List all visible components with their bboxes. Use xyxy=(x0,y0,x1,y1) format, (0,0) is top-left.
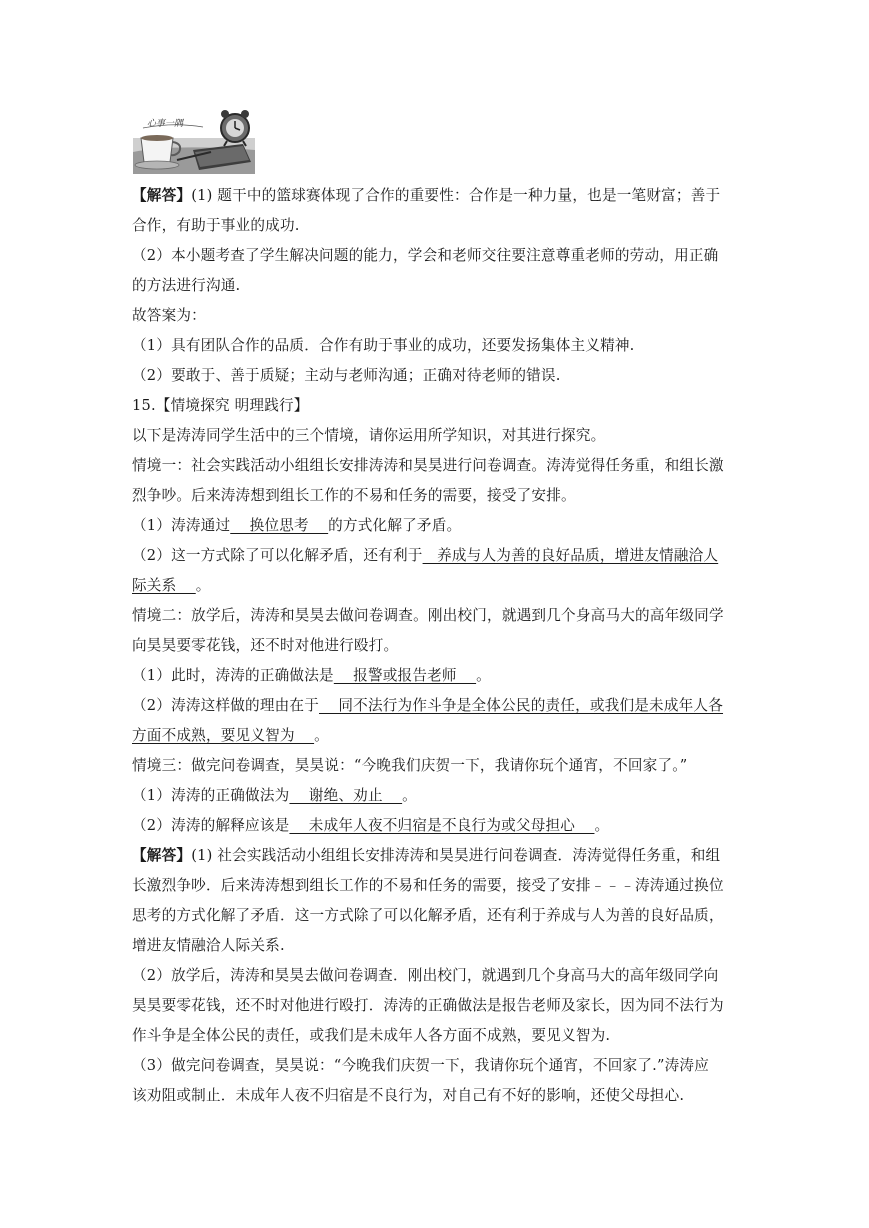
scenario-3-line-1: 情境三：做完问卷调查，昊昊说：“今晚我们庆贺一下，我请你玩个通宵，不回家了。” xyxy=(132,757,688,774)
question-text: 。 xyxy=(195,577,211,594)
conclusion-2: （2）要敢于、善于质疑；主动与老师沟通；正确对待老师的错误. xyxy=(132,367,561,384)
scenario-2-question-1 xyxy=(132,666,742,686)
question-15-intro: 以下是涛涛同学生活中的三个情境，请你运用所学知识，对其进行探究。 xyxy=(132,427,606,444)
scenario-2-question-2 xyxy=(132,696,742,716)
filled-answer: 谢绝、劝止 xyxy=(289,787,403,804)
scenario-2-line-2: 向昊昊要零花钱，还不时对他进行殴打。 xyxy=(132,637,399,654)
answer-1-line-2: 合作，有助于事业的成功. xyxy=(132,217,300,234)
answer-2-line-2: 长激烈争吵．后来涛涛想到组长工作的不易和任务的需要，接受了安排﹣﹣﹣涛涛通过换位 xyxy=(132,877,724,894)
answer-tag: 【解答】 xyxy=(132,187,192,204)
conclusion-1: （1）具有团队合作的品质．合作有助于事业的成功，还要发扬集体主义精神. xyxy=(132,337,635,354)
question-text: 的方式化解了矛盾。 xyxy=(328,517,462,534)
answer-2-line-1 xyxy=(132,846,742,866)
answer-2-line-3: 思考的方式化解了矛盾．这一方式除了可以化解矛盾，还有利于养成与人为善的良好品质， xyxy=(132,907,724,924)
filled-answer: 报警或报告老师 xyxy=(333,667,477,684)
scenario-1-line-1: 情境一：社会实践活动小组组长安排涛涛和昊昊进行问卷调查。涛涛觉得任务重，和组长激 xyxy=(132,457,724,474)
filled-answer: 未成年人夜不归宿是不良行为或父母担心 xyxy=(289,817,595,834)
conclusion-label: 故答案为： xyxy=(132,307,206,324)
filled-answer: 方面不成熟，要见义智为 xyxy=(132,727,315,744)
answer-text: (1) 题干中的篮球赛体现了合作的重要性：合作是一种力量，也是一笔财富；善于 xyxy=(191,187,721,204)
scenario-2-line-1: 情境二：放学后，涛涛和昊昊去做问卷调查。刚出校门，就遇到几个身高马大的高年级同学 xyxy=(132,607,724,624)
question-text: （2）涛涛这样做的理由在于 xyxy=(132,697,320,714)
scenario-1-question-1 xyxy=(132,516,742,536)
question-text: （2）涛涛的解释应该是 xyxy=(132,817,290,834)
illustration-caption: 心事一隅 xyxy=(147,119,184,129)
answer-text: (1) 社会实践活动小组组长安排涛涛和昊昊进行问卷调查．涛涛觉得任务重，和组 xyxy=(191,847,721,864)
scenario-3-question-2 xyxy=(132,816,742,836)
filled-answer: 养成与人为善的良好品质，增进友情融洽人 xyxy=(422,547,719,564)
question-text: 。 xyxy=(314,727,329,744)
answer-1-line-1 xyxy=(132,186,742,206)
question-text: 。 xyxy=(594,817,610,834)
question-text: 。 xyxy=(402,787,417,804)
question-text: 。 xyxy=(476,667,491,684)
filled-answer: 换位思考 xyxy=(230,517,329,534)
scenario-3-question-1 xyxy=(132,786,742,806)
scenario-1-question-2-cont xyxy=(132,576,742,596)
answer-1-line-3: （2）本小题考查了学生解决问题的能力，学会和老师交往要注意尊重老师的劳动，用正确 xyxy=(132,247,719,264)
scenario-2-question-2-cont xyxy=(132,726,742,746)
question-15-title: 15.【情境探究 明理践行】 xyxy=(132,397,309,414)
answer-tag: 【解答】 xyxy=(132,847,192,864)
answer-2-line-4: 增进友情融洽人际关系. xyxy=(132,937,285,954)
question-text: （1）此时，涛涛的正确做法是 xyxy=(132,667,334,684)
answer-1-line-4: 的方法进行沟通. xyxy=(132,277,241,294)
answer-2-line-9: 该劝阻或制止．未成年人夜不归宿是不良行为，对自己有不好的影响，还使父母担心. xyxy=(132,1087,685,1104)
answer-2-line-8: （3）做完问卷调查，昊昊说：“今晚我们庆贺一下，我请你玩个通宵，不回家了.”涛涛应 xyxy=(132,1057,710,1074)
filled-answer: 同不法行为作斗争是全体公民的责任，或我们是未成年人各 xyxy=(319,697,724,714)
answer-2-line-7: 作斗争是全体公民的责任，或我们是未成年人各方面不成熟，要见义智为. xyxy=(132,1027,611,1044)
question-text: （1）涛涛的正确做法为 xyxy=(132,787,290,804)
teacup-clock-illustration xyxy=(133,100,255,174)
filled-answer: 际关系 xyxy=(132,577,196,594)
answer-2-line-5: （2）放学后，涛涛和昊昊去做问卷调查．刚出校门，就遇到几个身高马大的高年级同学向 xyxy=(132,967,719,984)
question-text: （2）这一方式除了可以化解矛盾，还有利于 xyxy=(132,547,423,564)
scenario-1-question-2 xyxy=(132,546,742,566)
scenario-1-line-2: 烈争吵。后来涛涛想到组长工作的不易和任务的需要，接受了安排。 xyxy=(132,487,576,504)
answer-2-line-6: 昊昊要零花钱，还不时对他进行殴打．涛涛的正确做法是报告老师及家长，因为同不法行为 xyxy=(132,997,724,1014)
question-text: （1）涛涛通过 xyxy=(132,517,231,534)
